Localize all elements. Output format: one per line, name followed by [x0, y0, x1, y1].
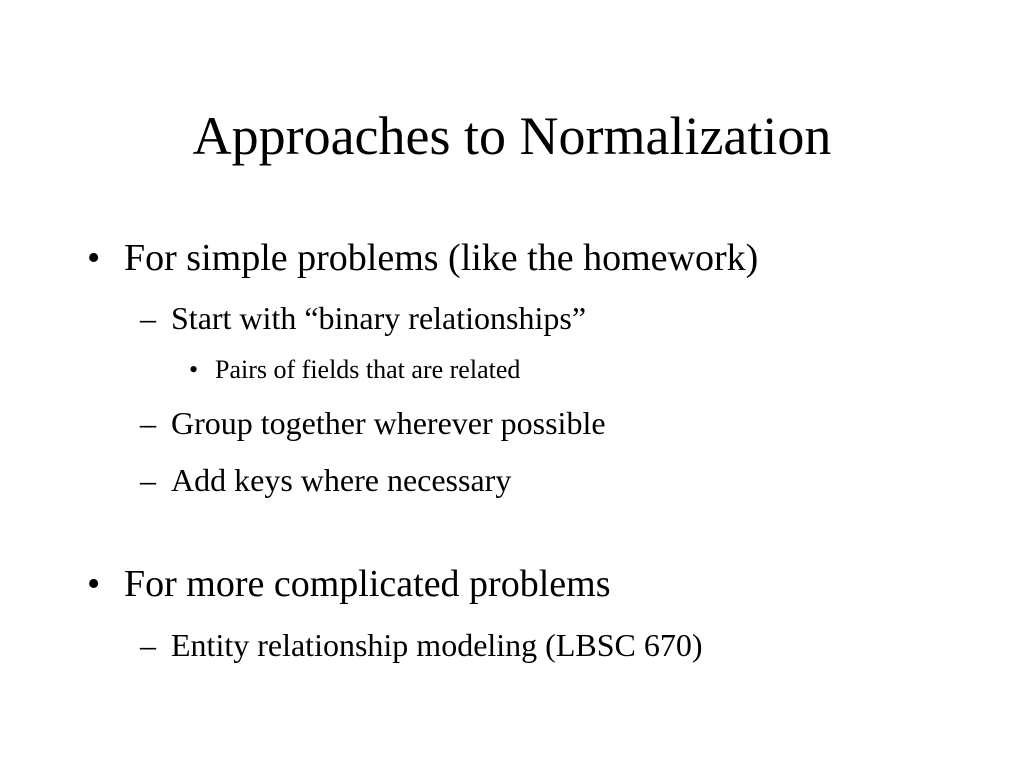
sub-bullet-text: Entity relationship modeling (LBSC 670): [171, 627, 703, 663]
sub-bullet-text: Group together wherever possible: [171, 405, 606, 441]
bullet-marker: •: [87, 563, 101, 605]
slide-title: Approaches to Normalization: [192, 106, 832, 166]
bullet-marker: •: [189, 355, 199, 384]
dash-marker: –: [140, 627, 156, 663]
bullet-text: For more complicated problems: [124, 563, 611, 605]
sub-bullet-text: Add keys where necessary: [171, 462, 512, 498]
sub-sub-bullet-text: Pairs of fields that are related: [215, 355, 521, 384]
dash-marker: –: [140, 300, 156, 336]
dash-marker: –: [140, 405, 156, 441]
dash-marker: –: [140, 462, 156, 498]
sub-bullet-text: Start with “binary relationships”: [171, 300, 587, 336]
bullet-text: For simple problems (like the homework): [124, 237, 759, 279]
bullet-marker: •: [87, 237, 101, 279]
